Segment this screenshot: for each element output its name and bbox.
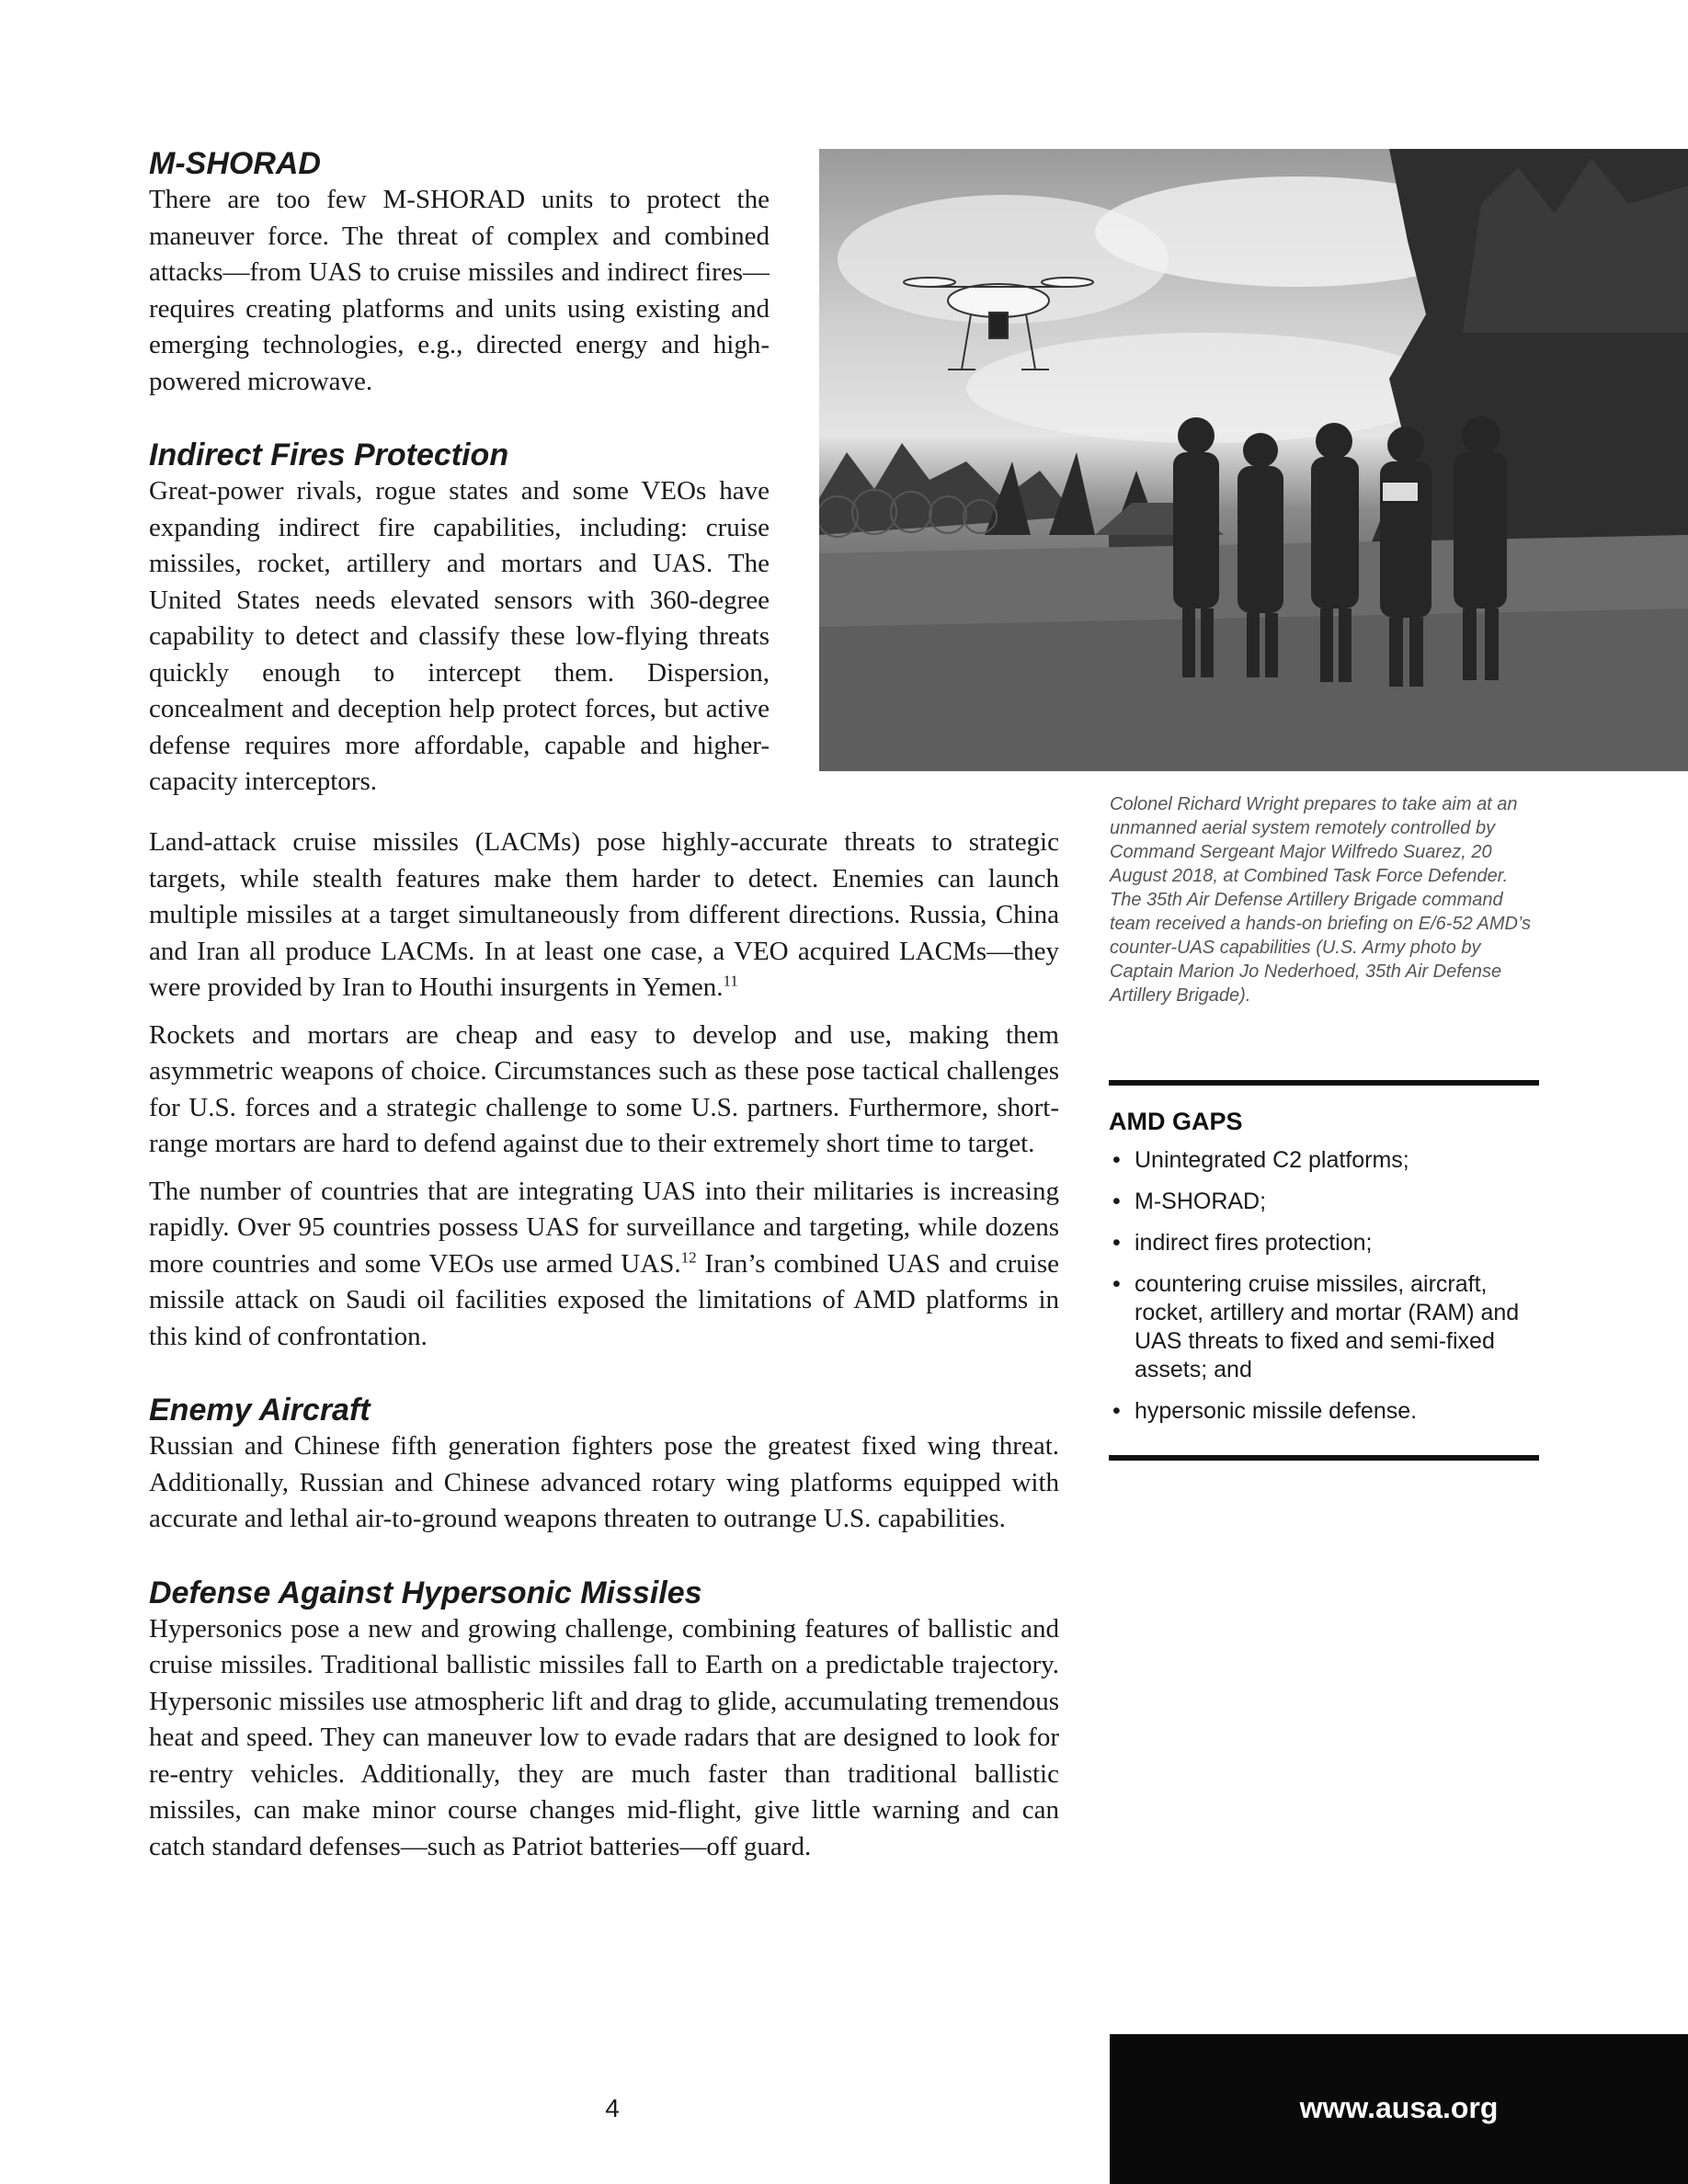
top-left-column — [149, 145, 770, 801]
paragraph-lacm-text: Land-attack cruise missiles (LACMs) pose highly-accurate threats to strategic targets, while stealth features make them harder to detect. Enemies can launch multiple missiles at a target simultaneously from different directions. Russia, China and Iran all produce LACMs. In at least one case, a VEO acquired LACMs—they were provided by Iran to Houthi insurgents in Yemen. — [149, 827, 1059, 1002]
amd-gaps-list — [1109, 1146, 1539, 1426]
list-item: • M-SHORAD; — [1109, 1188, 1539, 1216]
amd-gaps-sidebar — [1109, 1080, 1539, 1461]
paragraph-enemy-aircraft: Russian and Chinese fifth generation fighters pose the greatest fixed wing threat. Additionally, Russian and Chinese advanced rotary wing platforms equipped with accurate and lethal air-to-ground weapons threaten to outrange U.S. capabilities. — [149, 1431, 1059, 1533]
photo-drone-soldiers — [819, 149, 1688, 771]
paragraph-lacm — [149, 825, 1059, 1007]
paragraph-indirect-fires: Great-power rivals, rogue states and some VEOs have expanding indirect fire capabilities, including: cruise missiles, rocket, artillery and mortars and UAS. The United States needs elevated sensors with 360-degree capability to detect and classify these low-flying threats quickly enough to intercept them. Dispersion, concealment and deception help protect forces, but active defense requires more affordable, capable and higher-capacity interceptors. — [149, 476, 770, 796]
list-item: • hypersonic missile defense. — [1109, 1397, 1539, 1426]
heading-indirect-fires: Indirect Fires Protection — [149, 438, 509, 472]
heading-hypersonic: Defense Against Hypersonic Missiles — [149, 1575, 702, 1610]
paragraph-hypersonic: Hypersonics pose a new and growing challenge, combining features of ballistic and cruise missiles. Traditional ballistic missiles fall to Earth on a predictable trajectory. Hypersonic missiles use atmospheric lift and drag to glide, accumulating tremendous heat and speed. They can maneuver low to evade radars that are designed to look for re-entry vehicles. Additionally, they are much faster than traditional ballistic missiles, can make minor course changes mid-flight, give little warning and can catch standard defenses—such as Patriot batteries—off guard. — [149, 1613, 1059, 1861]
list-item: • Unintegrated C2 platforms; — [1109, 1146, 1539, 1175]
photo-caption: Colonel Richard Wright prepares to take aim at an unmanned aerial system remotely controlled by Command Sergeant Major Wilfredo Suarez, 20 August 2018, at Combined Task Force Defender. The 35th Air Defense Artillery Brigade command team received a hands-on briefing on E/6-52 AMD’s counter-UAS capabilities (U.S. Army photo by Captain Marion Jo Nederhoed, 35th Air Defense Artillery Brigade). — [1110, 794, 1532, 1006]
main-column — [149, 825, 1059, 1865]
footnote-ref-12: 12 — [680, 1247, 697, 1266]
list-item: • countering cruise missiles, aircraft, rocket, artillery and mortar (RAM) and UAS threats to fixed and semi-fixed assets; and — [1109, 1270, 1539, 1384]
footer-url-link[interactable]: www.ausa.org — [1299, 2091, 1499, 2124]
heading-enemy-aircraft: Enemy Aircraft — [149, 1393, 371, 1428]
heading-mshorad: M-SHORAD — [149, 146, 321, 181]
paragraph-uas — [149, 1174, 1059, 1356]
paragraph-rockets: Rockets and mortars are cheap and easy to develop and use, making them asymmetric weapons of choice. Circumstances such as these pose tactical challenges for U.S. forces and a strategic challenge to some U.S. partners. Furthermore, short-range mortars are hard to defend against due to their extremely short time to target. — [149, 1019, 1059, 1158]
footer-bar — [1110, 2034, 1688, 2184]
page-number: 4 — [605, 2094, 620, 2122]
list-item: • indirect fires protection; — [1109, 1229, 1539, 1257]
footnote-ref-11: 11 — [723, 972, 738, 990]
paragraph-uas-text: The number of countries that are integrating UAS into their militaries is increasing rapidly. Over 95 countries possess UAS for surveillance and targeting, while dozens more countries and some VEOs use armed UAS. — [149, 1176, 1059, 1279]
photo-illustration — [819, 149, 1688, 771]
paragraph-mshorad: There are too few M-SHORAD units to protect the maneuver force. The threat of complex and combined attacks—from UAS to cruise missiles and indirect fires—requires creating platforms and units using existing and emerging technologies, e.g., directed energy and high-powered microwave. — [149, 185, 770, 396]
amd-gaps-title: AMD GAPS — [1109, 1108, 1243, 1135]
paragraph-uas-tail: Iran’s combined UAS and cruise missile attack on Saudi oil facilities exposed the limitations of AMD platforms in this kind of confrontation. — [149, 1248, 1059, 1351]
